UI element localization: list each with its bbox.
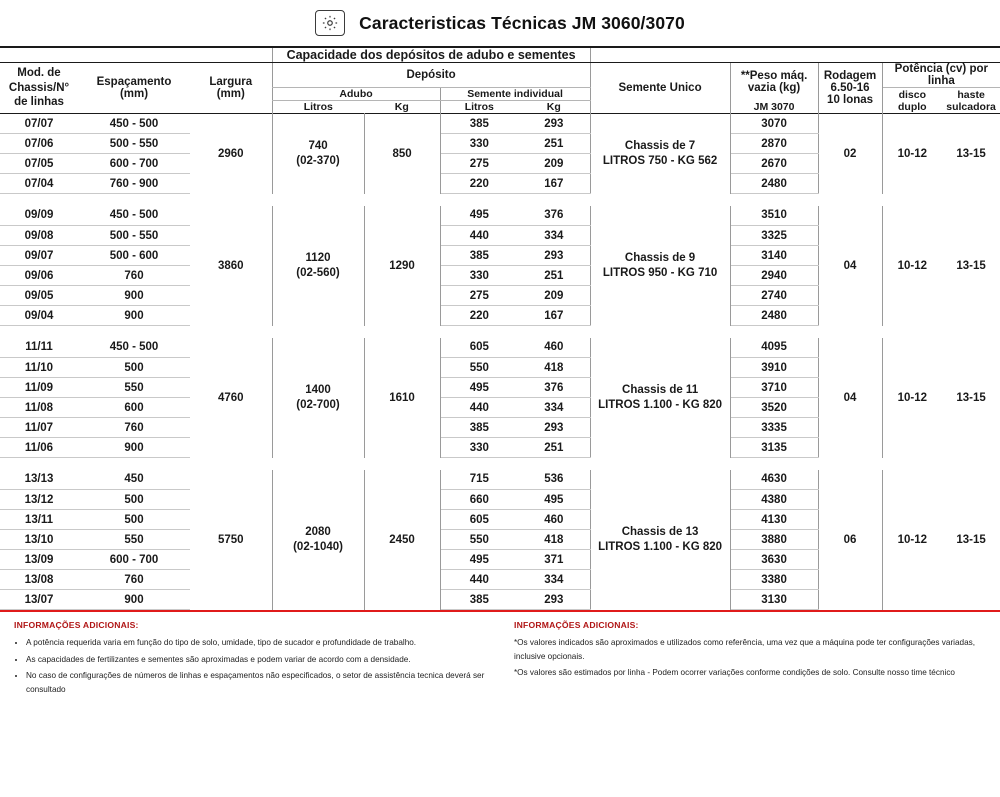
cell-peso: 4130: [730, 510, 818, 530]
semente-unico-l1: Chassis de 7: [624, 139, 696, 152]
cell-semente-litros: 550: [440, 358, 518, 378]
cell-semente-kg: 418: [518, 530, 590, 550]
cell-semente-kg: 167: [518, 306, 590, 326]
cell-semente-kg: 293: [518, 590, 590, 610]
cell-semente-litros: 275: [440, 286, 518, 306]
specs-table: [0, 48, 1000, 610]
cell-haste-sulcadora: 13-15: [956, 391, 986, 404]
header-rodagem-l2: 6.50-16: [830, 82, 870, 94]
cell-peso: 2940: [730, 266, 818, 286]
cell-semente-kg: 418: [518, 358, 590, 378]
cell-adubo-litros: [272, 338, 364, 458]
cell-spacing: 450 - 500: [78, 114, 190, 134]
cell-width: 3860: [190, 206, 272, 326]
header-rodagem-l1: Rodagem: [823, 70, 877, 82]
banner-empty-left: [0, 48, 272, 63]
header-adubo-litros: Litros: [272, 101, 364, 114]
header-semente-litros: Litros: [464, 101, 494, 113]
header-potencia: Potência (cv) por linha: [882, 63, 1000, 88]
header-disco-l2: duplo: [898, 100, 927, 113]
cell-width: 5750: [190, 470, 272, 610]
cell-spacing: 760: [78, 418, 190, 438]
cell-semente-unico: [590, 338, 730, 458]
page-title: Caracteristicas Técnicas JM 3060/3070: [359, 12, 685, 33]
table-row: [0, 470, 1000, 490]
footer-note-item: • A potência requerida varia em função do tipo de solo, umidade, tipo de sucador e profundidade de trabalho.: [26, 636, 486, 650]
cell-spacing: 900: [78, 590, 190, 610]
banner-empty-right: [590, 48, 1000, 63]
footer-left-column: [0, 620, 500, 699]
header-adubo: Adubo: [272, 88, 440, 101]
group-spacer: [0, 194, 1000, 206]
cell-peso: 3325: [730, 226, 818, 246]
header-chassis-l3: de linhas: [14, 96, 64, 109]
cell-chassis: 13/09: [0, 550, 78, 570]
cell-spacing: 500 - 550: [78, 134, 190, 154]
cell-width: 2960: [190, 114, 272, 194]
cell-peso: 3520: [730, 398, 818, 418]
cell-spacing: 550: [78, 530, 190, 550]
cell-spacing: 500: [78, 358, 190, 378]
cell-semente-litros: 385: [440, 418, 518, 438]
cell-semente-kg: 251: [518, 266, 590, 286]
group-spacer-cell: [0, 458, 1000, 470]
header-spacing-l2: (mm): [119, 88, 149, 100]
cell-peso: 3130: [730, 590, 818, 610]
cell-semente-litros: 440: [440, 570, 518, 590]
header-disco-l1: disco: [898, 88, 927, 101]
header-chassis: [0, 63, 78, 114]
cell-peso: 2480: [730, 306, 818, 326]
cell-spacing: 600: [78, 398, 190, 418]
cell-chassis: 13/07: [0, 590, 78, 610]
cell-peso: 3380: [730, 570, 818, 590]
capacity-banner-row: [0, 48, 1000, 63]
cell-peso: 3510: [730, 206, 818, 226]
cell-semente-litros: 660: [440, 490, 518, 510]
cell-spacing: 450 - 500: [78, 338, 190, 358]
footer-right-column: [500, 620, 1000, 699]
cell-semente-litros: 220: [440, 306, 518, 326]
cell-spacing: 600 - 700: [78, 550, 190, 570]
header-width-l1: Largura: [209, 76, 253, 88]
semente-unico-l2: LITROS 1.100 - KG 820: [598, 398, 723, 411]
cell-semente-kg: 334: [518, 570, 590, 590]
header-semente-individual: Semente individual: [440, 88, 590, 101]
cell-peso: 2740: [730, 286, 818, 306]
footer-note-item: • No caso de configurações de números de linhas e espaçamentos não especificados, o setor de assistência tecnica deverá ser consultado: [26, 669, 486, 696]
cell-chassis: 11/09: [0, 378, 78, 398]
cell-semente-litros: 330: [440, 266, 518, 286]
cell-semente-litros: 440: [440, 398, 518, 418]
header-chassis-l1: Mod. de: [17, 67, 61, 80]
cell-semente-litros: 385: [440, 114, 518, 134]
header-semente-kg: Kg: [518, 101, 590, 114]
adubo-litros-value: 2080: [305, 526, 331, 539]
semente-unico-l1: Chassis de 13: [621, 525, 699, 538]
header-width-l2: (mm): [216, 88, 245, 100]
cell-adubo-kg: 1290: [364, 206, 440, 326]
cell-chassis: 13/10: [0, 530, 78, 550]
cell-semente-litros: 550: [440, 530, 518, 550]
cell-semente-kg: 334: [518, 226, 590, 246]
footer-left-list: [14, 636, 486, 696]
cell-adubo-kg: 1610: [364, 338, 440, 458]
cell-chassis: 07/06: [0, 134, 78, 154]
header-semente-unico: Semente Unico: [590, 63, 730, 114]
cell-spacing: 760: [78, 570, 190, 590]
cell-rodagem: 04: [818, 338, 882, 458]
cell-semente-litros: 605: [440, 338, 518, 358]
cell-haste-sulcadora: 13-15: [956, 259, 986, 272]
semente-unico-l2: LITROS 1.100 - KG 820: [598, 540, 723, 553]
cell-adubo-litros: [272, 114, 364, 194]
cell-spacing: 760: [78, 266, 190, 286]
table-row: [0, 114, 1000, 134]
header-peso-l1: **Peso máq.: [740, 69, 808, 82]
cell-peso: 4095: [730, 338, 818, 358]
footer-note-item: *Os valores são estimados por linha - Podem ocorrer variações conforme condições de solo. Consulte nosso time técnico: [514, 668, 955, 678]
cell-spacing: 550: [78, 378, 190, 398]
cell-spacing: 500: [78, 490, 190, 510]
cell-chassis: 07/07: [0, 114, 78, 134]
table-body: [0, 114, 1000, 610]
cell-chassis: 11/06: [0, 438, 78, 458]
cell-semente-litros: 385: [440, 590, 518, 610]
cell-semente-kg: 251: [518, 134, 590, 154]
cell-semente-litros: 715: [440, 470, 518, 490]
cell-disco-duplo: 10-12: [897, 259, 928, 272]
semente-unico-l1: Chassis de 11: [622, 383, 699, 396]
cell-chassis: 07/04: [0, 174, 78, 194]
cell-spacing: 900: [78, 286, 190, 306]
header-row-1: [0, 63, 1000, 88]
cell-peso: 3140: [730, 246, 818, 266]
cell-adubo-litros: [272, 206, 364, 326]
cell-semente-kg: 334: [518, 398, 590, 418]
cell-disco-duplo: 10-12: [897, 147, 928, 160]
cell-spacing: 500: [78, 510, 190, 530]
cell-chassis: 09/09: [0, 206, 78, 226]
header-haste-sulcadora: [942, 88, 1000, 114]
header-spacing-l1: Espaçamento: [96, 76, 172, 88]
cell-semente-kg: 251: [518, 438, 590, 458]
cell-chassis: 13/12: [0, 490, 78, 510]
cell-chassis: 09/07: [0, 246, 78, 266]
cell-spacing: 500 - 600: [78, 246, 190, 266]
footer-left-title: INFORMAÇÕES ADICIONAIS:: [14, 620, 139, 630]
cell-peso: 3710: [730, 378, 818, 398]
header-haste-l2: sulcadora: [946, 100, 996, 113]
adubo-litros-range: (02-700): [296, 398, 340, 411]
cell-chassis: 13/11: [0, 510, 78, 530]
adubo-litros-range: (02-1040): [293, 540, 343, 553]
footer-right-list: [514, 636, 986, 680]
cell-semente-kg: 293: [518, 418, 590, 438]
header-chassis-l2: Chassis/N°: [8, 81, 70, 94]
header-width: [190, 63, 272, 114]
cell-semente-unico: [590, 470, 730, 610]
cell-semente-kg: 460: [518, 510, 590, 530]
header-rodagem-l3: 10 lonas: [827, 94, 874, 106]
cell-chassis: 11/08: [0, 398, 78, 418]
cell-chassis: 11/07: [0, 418, 78, 438]
cell-peso: 3630: [730, 550, 818, 570]
cell-chassis: 09/04: [0, 306, 78, 326]
cell-chassis: 07/05: [0, 154, 78, 174]
cell-semente-kg: 536: [518, 470, 590, 490]
cell-semente-kg: 460: [518, 338, 590, 358]
cell-rodagem: 06: [818, 470, 882, 610]
header-adubo-kg: Kg: [364, 101, 440, 114]
group-spacer-cell: [0, 326, 1000, 338]
header-peso-model: JM 3070: [730, 101, 818, 114]
cell-chassis: 09/05: [0, 286, 78, 306]
cell-peso: 2480: [730, 174, 818, 194]
header-deposit: Depósito: [272, 63, 590, 88]
cell-semente-litros: 220: [440, 174, 518, 194]
cell-spacing: 760 - 900: [78, 174, 190, 194]
cell-peso: 4380: [730, 490, 818, 510]
cell-semente-kg: 495: [518, 490, 590, 510]
cell-adubo-kg: 2450: [364, 470, 440, 610]
cell-semente-kg: 209: [518, 154, 590, 174]
footer-note-item: • As capacidades de fertilizantes e sementes são aproximadas e podem variar de acordo com a densidade.: [26, 653, 486, 667]
cell-peso: 3135: [730, 438, 818, 458]
header-haste-l1: haste: [957, 88, 985, 101]
cell-peso: 3910: [730, 358, 818, 378]
group-spacer: [0, 326, 1000, 338]
cell-semente-litros: 275: [440, 154, 518, 174]
group-spacer-cell: [0, 194, 1000, 206]
cell-chassis: 13/13: [0, 470, 78, 490]
adubo-litros-range: (02-560): [296, 266, 340, 279]
header-spacing: [78, 63, 190, 114]
header-rodagem: [818, 63, 882, 114]
cell-semente-litros: 495: [440, 206, 518, 226]
cell-spacing: 900: [78, 438, 190, 458]
cell-haste-sulcadora: 13-15: [956, 533, 986, 546]
header-peso: [730, 63, 818, 101]
cell-semente-litros: 605: [440, 510, 518, 530]
adubo-litros-value: 1120: [305, 252, 331, 265]
cell-adubo-kg: 850: [364, 114, 440, 194]
cell-adubo-litros: [272, 470, 364, 610]
cell-disco-duplo: 10-12: [897, 533, 928, 546]
cell-semente-litros: 330: [440, 438, 518, 458]
cell-peso: 3880: [730, 530, 818, 550]
page-header: [0, 0, 1000, 46]
cell-peso: 2870: [730, 134, 818, 154]
cell-spacing: 450 - 500: [78, 206, 190, 226]
cell-rodagem: 04: [818, 206, 882, 326]
cell-semente-litros: 385: [440, 246, 518, 266]
cell-semente-unico: [590, 206, 730, 326]
cell-chassis: 11/11: [0, 338, 78, 358]
adubo-litros-value: 1400: [305, 384, 331, 397]
cell-chassis: 09/06: [0, 266, 78, 286]
adubo-litros-value: 740: [308, 140, 328, 153]
footer-notes: [0, 612, 1000, 699]
table-row: [0, 206, 1000, 226]
cell-semente-litros: 495: [440, 378, 518, 398]
cell-semente-kg: 293: [518, 114, 590, 134]
cell-haste-sulcadora: 13-15: [956, 147, 986, 160]
cell-chassis: 13/08: [0, 570, 78, 590]
semente-unico-l2: LITROS 950 - KG 710: [602, 266, 718, 279]
cell-semente-kg: 167: [518, 174, 590, 194]
header-disco-duplo: [882, 88, 942, 114]
capacity-title: Capacidade dos depósitos de adubo e sementes: [272, 48, 590, 63]
cell-semente-litros: 495: [440, 550, 518, 570]
cell-semente-unico: [590, 114, 730, 194]
cell-semente-litros: 440: [440, 226, 518, 246]
semente-unico-l1: Chassis de 9: [624, 251, 696, 264]
cell-semente-kg: 376: [518, 206, 590, 226]
header-peso-l2: vazia (kg): [747, 81, 801, 94]
cell-spacing: 450: [78, 470, 190, 490]
adubo-litros-range: (02-370): [296, 154, 340, 167]
cell-semente-kg: 293: [518, 246, 590, 266]
semente-unico-l2: LITROS 750 - KG 562: [602, 154, 718, 167]
cell-spacing: 600 - 700: [78, 154, 190, 174]
cell-rodagem: 02: [818, 114, 882, 194]
gear-settings-icon: [315, 10, 345, 36]
cell-spacing: 900: [78, 306, 190, 326]
cell-semente-kg: 376: [518, 378, 590, 398]
cell-peso: 4630: [730, 470, 818, 490]
cell-width: 4760: [190, 338, 272, 458]
cell-peso: 2670: [730, 154, 818, 174]
table-row: [0, 338, 1000, 358]
cell-peso: 3070: [730, 114, 818, 134]
cell-peso: 3335: [730, 418, 818, 438]
cell-chassis: 11/10: [0, 358, 78, 378]
group-spacer: [0, 458, 1000, 470]
cell-chassis: 09/08: [0, 226, 78, 246]
footer-right-title: INFORMAÇÕES ADICIONAIS:: [514, 620, 639, 630]
cell-semente-kg: 209: [518, 286, 590, 306]
cell-disco-duplo: 10-12: [897, 391, 928, 404]
cell-semente-litros: 330: [440, 134, 518, 154]
cell-spacing: 500 - 550: [78, 226, 190, 246]
footer-note-item: *Os valores indicados são aproximados e utilizados como referência, uma vez que a máquina pode ter configurações variadas, inclusive opcionais.: [514, 638, 976, 661]
cell-semente-kg: 371: [518, 550, 590, 570]
